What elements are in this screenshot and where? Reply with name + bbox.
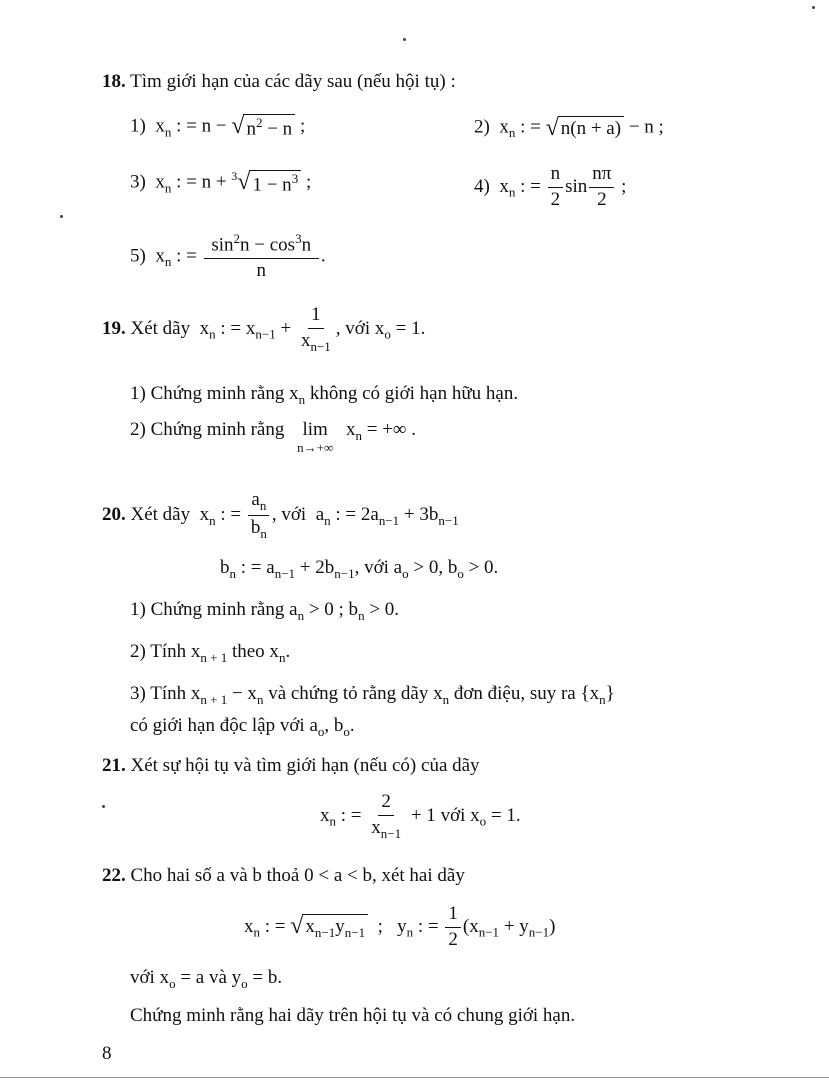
item-label: 2) [474,116,490,138]
question-text: và chứng tỏ rằng dãy x [263,683,443,704]
question-text: 2) Chứng minh rằng [130,419,285,440]
question-text: > 0 ; b [304,599,359,620]
problem-20-q3-continued: có giới hạn độc lập với $a_o$, $b_o$. [130,715,355,739]
problem-22-formulas: $x_n$ : = √ $x_{n-1}y_{n-1}$ ; $y_n$ : = $\frac{1}{2}$ $(x_{n-1} + y_{n-1})$ [244,903,556,950]
problem-19-q1: 1) Chứng minh rằng $x_n$ không có giới hạn hữu hạn. [130,383,519,407]
formula-18-3: 3) $x_n$ : = n + $^3$ √ $1 - n^3$ ; [130,169,312,196]
problem-20-q3: 3) Tính $x_{n + 1} - x_n$ và chứng tỏ rằng dãy $x_n$ đơn điệu, suy ra $\{x_n\}$ [130,683,615,707]
scan-speck [812,6,815,9]
problem-22-conclusion [130,1006,575,1025]
condition-value: = 1. [486,804,521,826]
condition-text: , với x [335,317,385,339]
formula-18-2: 2) $x_n$ : = √ n(n + a) − n ; [474,115,664,141]
page-number: 8 [102,1043,112,1064]
scan-edge-line [0,1077,829,1078]
problem-19-q2: 2) Chứng minh rằng lim n→+∞ $x_n$ = +∞ . [130,419,416,455]
sqrt: √ $x_{n-1}y_{n-1}$ [290,914,368,941]
fraction: $\frac{n\pi}{2}$ [589,164,614,211]
problem-number: 19. [102,317,126,339]
sqrt: √ n(n + a) [546,116,624,140]
problem-intro: Xét dãy [130,503,191,525]
fraction: $\frac{2}{x_{n-1}}$ [371,791,402,841]
problem-intro: Cho hai số a và b thoả 0 < a < b, xét hai dãy [130,865,465,886]
fraction: $\frac{1}{x_{n-1}}$ [300,304,331,354]
problem-number: 21. [102,755,126,776]
problem-20-q1: 1) Chứng minh rằng $a_n > 0$ ; $b_n > 0$. [130,599,400,623]
question-text: 2) Tính x [130,641,201,662]
fraction: $\frac{\sin^2n - \cos^3n}{n}$ [204,232,319,282]
question-text: , b [324,715,344,736]
item-label: 4) [474,175,490,197]
question-text: > 0. [364,599,400,620]
problem-intro: Xét sự hội tụ và tìm giới hạn (nếu có) của dãy [130,755,480,776]
problem-20-q2: 2) Tính $x_{n + 1}$ theo $x_n$. [130,641,291,665]
problem-22-heading [102,866,465,885]
problem-21-heading [102,756,480,775]
problem-intro: Xét dãy [130,317,191,339]
condition-text: , với a [354,557,403,578]
scan-speck [102,805,105,808]
scan-speck [60,215,63,218]
condition-text: , với [271,503,307,525]
question-text: Chứng minh rằng hai dãy trên hội tụ và có chung giới hạn. [130,1005,576,1026]
condition-text: với x [435,804,480,826]
condition-text: > 0, b [408,557,458,578]
problem-intro: Tìm giới hạn của các dãy sau (nếu hội tụ) : [130,71,456,92]
item-label: 1) [130,115,146,137]
formula-18-1: 1) $x_n$ : = n − √ $n^2 - n$ ; [130,113,306,140]
problem-19-heading: 19. Xét dãy $x_n$ : = $x_{n-1}$ + $\frac{1}{x_{n-1}}$ , với $x_o = 1$. [102,304,426,354]
condition-text: > 0. [463,557,499,578]
question-text: theo x [227,641,279,662]
question-text: có giới hạn độc lập với a [130,715,318,736]
problem-21-formula: $x_n$ : = $\frac{2}{x_{n-1}}$ + 1 với $x_o = 1$. [320,791,521,841]
item-label: 3) [130,171,146,193]
sqrt: √ $n^2 - n$ [231,114,295,140]
limit-operator [297,420,333,454]
question-text: 3) Tính x [130,683,201,704]
fraction: $\frac{1}{2}$ [445,904,461,951]
question-text: đơn điệu, suy ra {x [449,683,600,704]
question-text: − x [227,683,257,704]
question-text: 1) Chứng minh rằng x [130,383,299,404]
question-text: } [605,683,615,704]
problem-number: 20. [102,503,126,525]
cube-root: √ $1 - n^3$ [237,170,301,196]
limit-value: = +∞ . [366,419,416,440]
problem-number: 22. [102,865,126,886]
condition-text: = a và y [175,967,242,988]
formula-18-4: 4) $x_n$ : = $\frac{n}{2}$ sin $\frac{n\pi}{2}$ ; [474,163,627,210]
problem-number: 18. [102,71,126,92]
problem-22-initial: với $x_o = a$ và $y_o = b$. [130,967,283,991]
question-text: không có giới hạn hữu hạn. [305,383,519,404]
condition-value: = 1. [390,317,426,339]
problem-18-heading [102,72,456,91]
formula-18-5: 5) $x_n$ : = $\frac{\sin^2n - \cos^3n}{n}$ . [130,231,326,282]
item-label: 5) [130,245,146,267]
problem-20-bn-definition: $b_n$ : = $a_{n-1} + 2b_{n-1}$, với $a_o > 0$, $b_o > 0$. [220,557,499,581]
condition-text: với x [130,967,170,988]
problem-20-heading: 20. Xét dãy $x_n$ : = $\frac{a_n}{b_n}$ , với $a_n$ : = $2a_{n-1} + 3b_{n-1}$ [102,489,459,541]
lim-subscript: n→+∞ [297,440,334,455]
question-text: 1) Chứng minh rằng a [130,599,298,620]
lim-label: lim [302,419,328,440]
condition-text: = b. [247,967,283,988]
scan-speck [403,38,406,41]
fraction: $\frac{n}{2}$ [548,164,564,211]
fraction: $\frac{a_n}{b_n}$ [248,490,270,541]
